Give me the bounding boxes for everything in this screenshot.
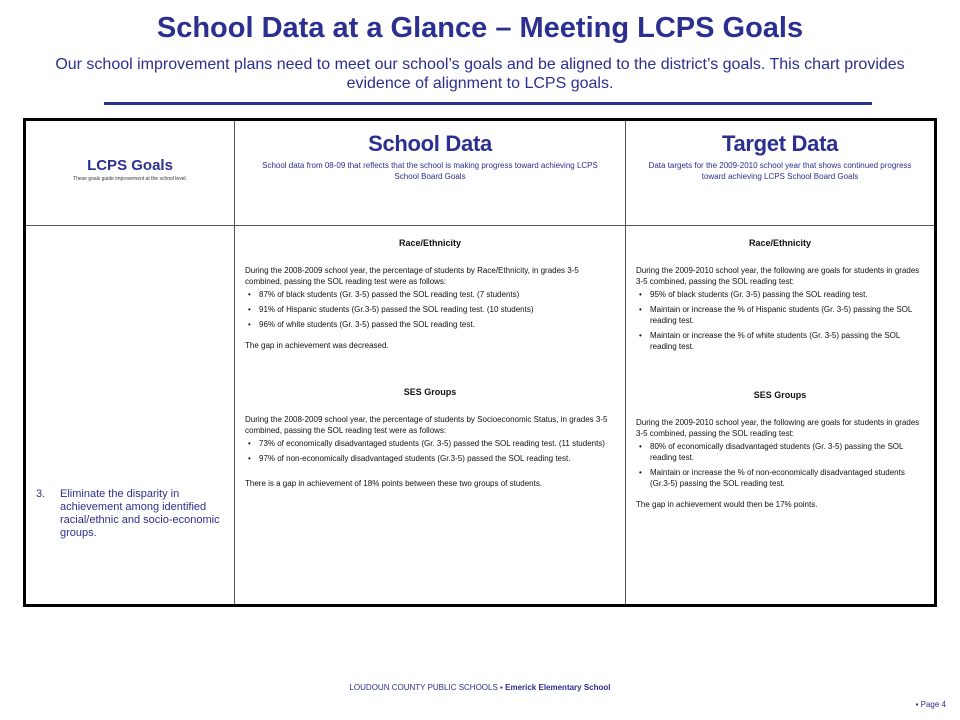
page-number: ▪ Page 4 [915, 700, 946, 709]
list-item: • 96% of white students (Gr. 3-5) passed the SOL reading test. [259, 319, 615, 330]
school-race-title: Race/Ethnicity [398, 238, 462, 248]
list-item: • 95% of black students (Gr. 3-5) passing the SOL reading test. [650, 289, 924, 300]
footer-org: LOUDOUN COUNTY PUBLIC SCHOOLS [349, 683, 498, 692]
target-data-subtitle: Data targets for the 2009-2010 school year that shows continued progress toward achieving LCPS School Board Goals [648, 161, 912, 181]
school-data-title: School Data [368, 131, 492, 156]
target-data-title: Target Data [721, 131, 839, 156]
footer [0, 683, 960, 692]
target-ses-list [636, 441, 924, 489]
list-item: • 87% of black students (Gr. 3-5) passed the SOL reading test. (7 students) [259, 289, 615, 300]
target-data-cell [626, 226, 934, 604]
list-item: • 73% of economically disadvantaged students (Gr. 3-5) passed the SOL reading test. (11 students) [259, 438, 615, 449]
page-title: School Data at a Glance – Meeting LCPS Goals [156, 12, 804, 44]
school-ses-title: SES Groups [403, 387, 457, 397]
title-divider [104, 102, 872, 105]
target-race-intro: During the 2009-2010 school year, the following are goals for students in grades 3-5 combined, passing the SOL reading test: [636, 266, 920, 286]
lcps-goals-title: LCPS Goals [87, 157, 173, 174]
school-race-list [245, 289, 615, 330]
list-item: • Maintain or increase the % of Hispanic students (Gr. 3-5) passing the SOL reading test. [650, 304, 924, 326]
school-ses-list [245, 438, 615, 464]
school-race-intro: During the 2008-2009 school year, the percentage of students by Race/Ethnicity, in grades 3-5 combined, passing the SOL reading test were as follows: [245, 266, 579, 286]
goal-text: Eliminate the disparity in achievement among identified racial/ethnic and socio-economic groups. [60, 488, 220, 539]
header-lcps-goals [26, 121, 235, 226]
target-race-list [636, 289, 924, 352]
target-ses-conclusion: The gap in achievement would then be 17% points. [636, 500, 818, 509]
target-race-title: Race/Ethnicity [748, 238, 812, 248]
school-data-subtitle: School data from 08-09 that reflects that the school is making progress toward achieving LCPS School Board Goals [262, 161, 598, 181]
list-item: • 80% of economically disadvantaged students (Gr. 3-5) passing the SOL reading test. [650, 441, 924, 463]
goals-table [23, 118, 937, 607]
lcps-goals-subtitle: These goals guide improvement at the school level. [73, 176, 187, 182]
school-ses-conclusion: There is a gap in achievement of 18% points between these two groups of students. [245, 479, 543, 488]
school-data-cell [235, 226, 626, 604]
footer-school: Emerick Elementary School [505, 683, 611, 692]
list-item: • 91% of Hispanic students (Gr.3-5) passed the SOL reading test. (10 students) [259, 304, 615, 315]
header-target-data [626, 121, 934, 226]
target-ses-title: SES Groups [753, 390, 807, 400]
goal-item [36, 488, 226, 540]
list-item: • 97% of non-economically disadvantaged students (Gr.3-5) passed the SOL reading test. [259, 453, 615, 464]
school-ses-intro: During the 2008-2009 school year, the percentage of students by Socioeconomic Status, in grades 3-5 combined, passing the SOL reading test were as follows: [245, 415, 608, 435]
page-subtitle: Our school improvement plans need to meet our school’s goals and be aligned to the district’s goals. This chart provides evidence of alignment to LCPS goals. [55, 56, 905, 92]
goal-cell [26, 226, 235, 604]
school-race-conclusion: The gap in achievement was decreased. [245, 341, 389, 350]
list-item: • Maintain or increase the % of white students (Gr. 3-5) passing the SOL reading test. [650, 330, 924, 352]
target-ses-intro: During the 2009-2010 school year, the following are goals for students in grades 3-5 combined, passing the SOL reading test: [636, 418, 920, 438]
header-school-data [235, 121, 626, 226]
goal-number: 3. [36, 488, 46, 500]
footer-separator: ▪ [500, 683, 503, 692]
list-item: • Maintain or increase the % of non-economically disadvantaged students (Gr.3-5) passing the SOL reading test. [650, 467, 924, 489]
